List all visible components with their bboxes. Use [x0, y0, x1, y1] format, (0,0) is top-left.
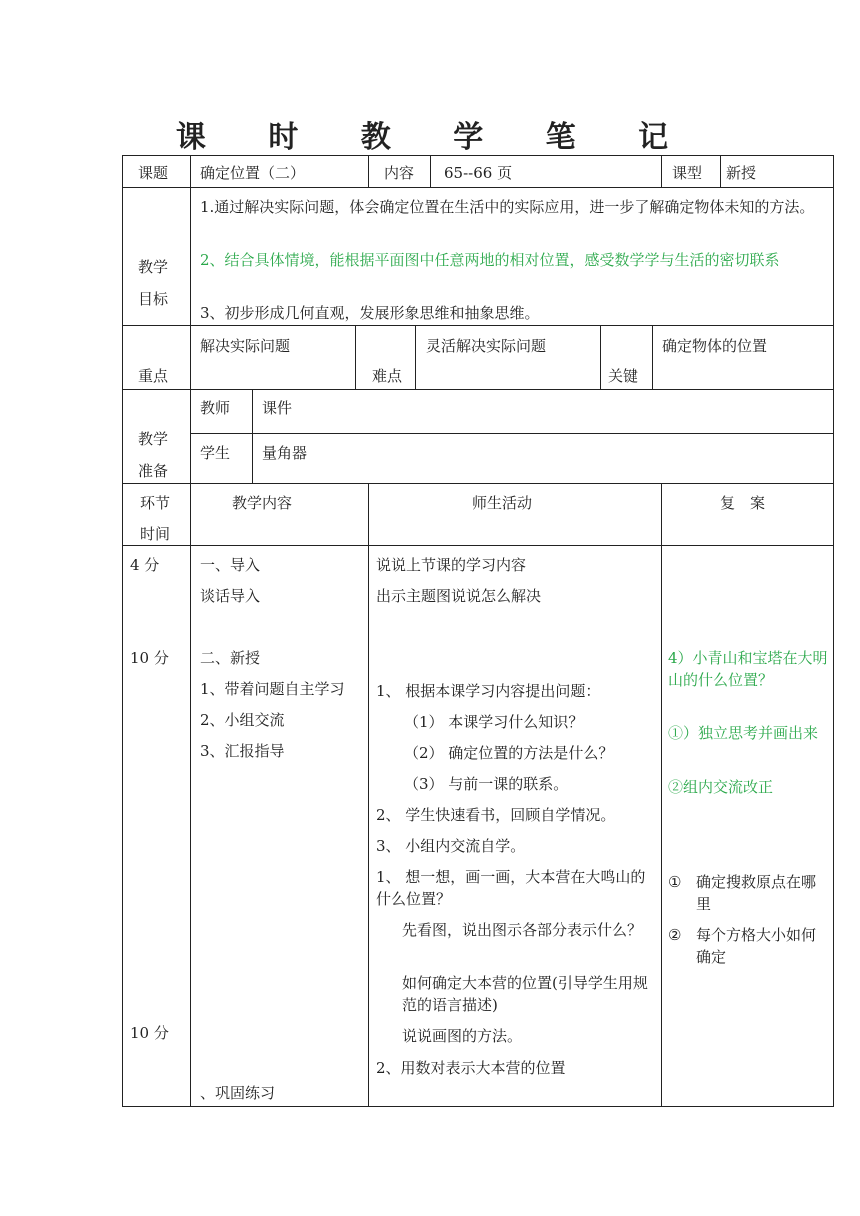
content-item: 3、汇报指导 [200, 742, 285, 760]
objective-1: 1.通过解决实际问题，体会确定位置在生活中的实际应用，进一步了解确定物体未知的方法。 [200, 198, 815, 216]
activity-question: （2） 确定位置的方法是什么？ [404, 744, 614, 762]
activity-question: （1） 本课学习什么知识？ [404, 713, 584, 731]
activity-line: 3、 小组内交流自学。 [376, 837, 526, 855]
time-3: 10 分 [130, 1024, 169, 1042]
time-1: 4 分 [130, 556, 160, 574]
activity-line: 说说画图的方法。 [402, 1027, 523, 1045]
objective-2: 2、结合具体情境，能根据平面图中任意两地的相对位置，感受数学学与生活的密切联系 [200, 251, 780, 269]
topic-value: 确定位置（二） [200, 164, 306, 182]
review-note: 确定搜救原点在哪里 [696, 873, 817, 913]
review-note: ②组内交流改正 [668, 778, 774, 796]
column-stage-2: 时间 [140, 525, 171, 543]
lesson-table [122, 155, 834, 1107]
teacher-label: 教师 [200, 399, 231, 417]
key-value: 解决实际问题 [200, 337, 291, 355]
review-note: ①）独立思考并画出来 [668, 724, 819, 742]
crux-value: 确定物体的位置 [662, 337, 768, 355]
topic-label: 课题 [138, 164, 169, 182]
content-item: 2、小组交流 [200, 711, 285, 729]
student-label: 学生 [200, 444, 231, 462]
difficult-label: 难点 [372, 367, 403, 385]
review-number: ① [668, 873, 682, 891]
content-item: 谈话导入 [200, 587, 261, 605]
content-item: 二、新授 [200, 649, 261, 667]
review-note: 每个方格大小如何确定 [696, 926, 817, 966]
activity-line: 2、用数对表示大本营的位置 [376, 1059, 566, 1077]
objectives-label-1: 教学 [138, 258, 169, 276]
preparation-label-1: 教学 [138, 430, 169, 448]
activity-line: 2、 学生快速看书，回顾自学情况。 [376, 806, 616, 824]
content-item: 一、导入 [200, 556, 261, 574]
type-label: 课型 [672, 164, 703, 182]
review-number: ② [668, 926, 682, 944]
type-value: 新授 [726, 164, 757, 182]
page-title: 课 时 教 学 笔 记 [175, 120, 695, 155]
content-item: 、巩固练习 [200, 1084, 276, 1102]
student-value: 量角器 [262, 444, 308, 462]
activity-line: 如何确定大本营的位置(引导学生用规范的语言描述) [402, 974, 648, 1014]
activity-line: 说说上节课的学习内容 [376, 556, 527, 574]
activity-line: 出示主题图说说怎么解决 [376, 587, 542, 605]
preparation-label-2: 准备 [138, 462, 169, 480]
key-label: 重点 [138, 367, 169, 385]
crux-label: 关键 [608, 367, 639, 385]
activity-line: 1、 根据本课学习内容提出问题： [376, 682, 601, 700]
column-activity: 师生活动 [472, 494, 533, 512]
content-item: 1、带着问题自主学习 [200, 680, 345, 698]
column-stage-1: 环节 [140, 494, 171, 512]
activity-line: 1、 想一想，画一画，大本营在大鸣山的什么位置？ [376, 868, 646, 908]
objectives-label-2: 目标 [138, 290, 169, 308]
difficult-value: 灵活解决实际问题 [426, 337, 547, 355]
column-review: 复 案 [720, 494, 766, 512]
teacher-value: 课件 [262, 399, 293, 417]
content-label: 内容 [384, 164, 415, 182]
activity-question: （3） 与前一课的联系。 [404, 775, 569, 793]
column-content: 教学内容 [232, 494, 293, 512]
review-note: 4）小青山和宝塔在大明山的什么位置？ [668, 649, 828, 689]
time-2: 10 分 [130, 649, 169, 667]
content-value: 65--66 页 [444, 164, 513, 182]
activity-line: 先看图，说出图示各部分表示什么？ [402, 921, 643, 939]
objective-3: 3、初步形成几何直观，发展形象思维和抽象思维。 [200, 304, 540, 322]
